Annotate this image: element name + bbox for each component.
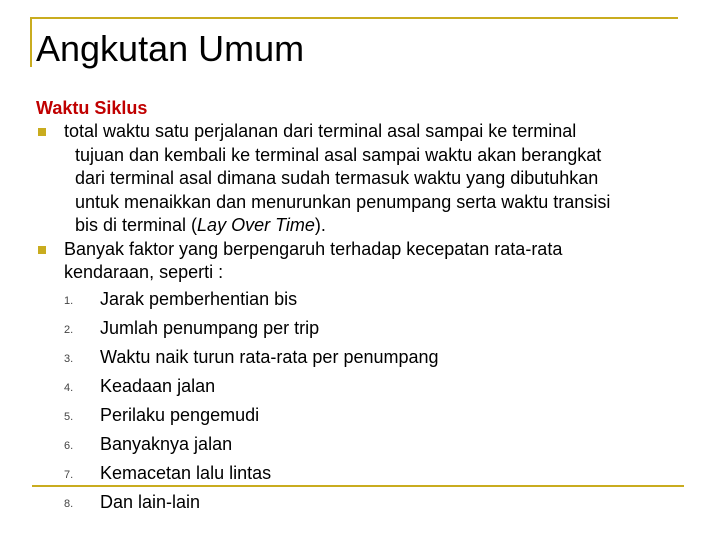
bullet-line-last <box>64 214 696 238</box>
bullet-text-suffix: ). <box>314 215 326 235</box>
list-item-text: Keadaan jalan <box>100 375 216 396</box>
list-item <box>64 459 696 488</box>
lay-over-time-term: Lay Over Time <box>197 215 315 235</box>
factor-list <box>64 285 696 517</box>
square-bullet-icon <box>38 246 46 254</box>
footer-rule <box>32 485 684 487</box>
list-item-text: Banyaknya jalan <box>100 433 233 454</box>
bullet-text <box>64 238 696 285</box>
list-item-text: Kemacetan lalu lintas <box>100 462 272 483</box>
bullet-line: tujuan dan kembali ke terminal asal sampai waktu akan berangkat <box>75 144 602 165</box>
bullet-cycle-time <box>36 120 696 238</box>
list-item <box>64 314 696 343</box>
list-item-text: Perilaku pengemudi <box>100 404 260 425</box>
list-number: 2. <box>64 323 74 336</box>
list-item <box>64 285 696 314</box>
list-item-text: Jarak pemberhentian bis <box>100 288 298 309</box>
list-item <box>64 488 696 517</box>
section-subheading: Waktu Siklus <box>36 98 148 118</box>
bullet-text <box>64 120 696 238</box>
bullet-line: Banyak faktor yang berpengaruh terhadap kecepatan rata-rata <box>64 238 563 259</box>
list-item-text: Dan lain-lain <box>100 491 201 512</box>
list-item <box>64 372 696 401</box>
slide-title: Angkutan Umum <box>36 28 305 69</box>
list-number: 7. <box>64 468 74 481</box>
list-number: 4. <box>64 381 74 394</box>
bullet-line: dari terminal asal dimana sudah termasuk waktu yang dibutuhkan <box>75 168 599 188</box>
bullet-text-prefix: bis di terminal ( <box>75 215 198 235</box>
list-item <box>64 430 696 459</box>
list-number: 8. <box>64 497 74 510</box>
list-number: 6. <box>64 439 74 452</box>
bullet-line: total waktu satu perjalanan dari terminal asal sampai ke terminal <box>64 121 577 141</box>
list-item <box>64 343 696 372</box>
list-item-text: Waktu naik turun rata-rata per penumpang <box>100 346 439 367</box>
list-number: 3. <box>64 352 74 365</box>
square-bullet-icon <box>38 128 46 136</box>
title-rule-left <box>30 17 32 67</box>
list-item <box>64 401 696 430</box>
list-number: 1. <box>64 294 74 307</box>
list-number: 5. <box>64 410 74 423</box>
bullet-line: untuk menaikkan dan menurunkan penumpang serta waktu transisi <box>75 191 611 212</box>
slide-body <box>36 97 696 517</box>
bullet-line: kendaraan, seperti : <box>64 262 224 282</box>
bullet-factors <box>36 238 696 517</box>
list-item-text: Jumlah penumpang per trip <box>100 317 320 338</box>
title-rule-top <box>30 17 678 19</box>
